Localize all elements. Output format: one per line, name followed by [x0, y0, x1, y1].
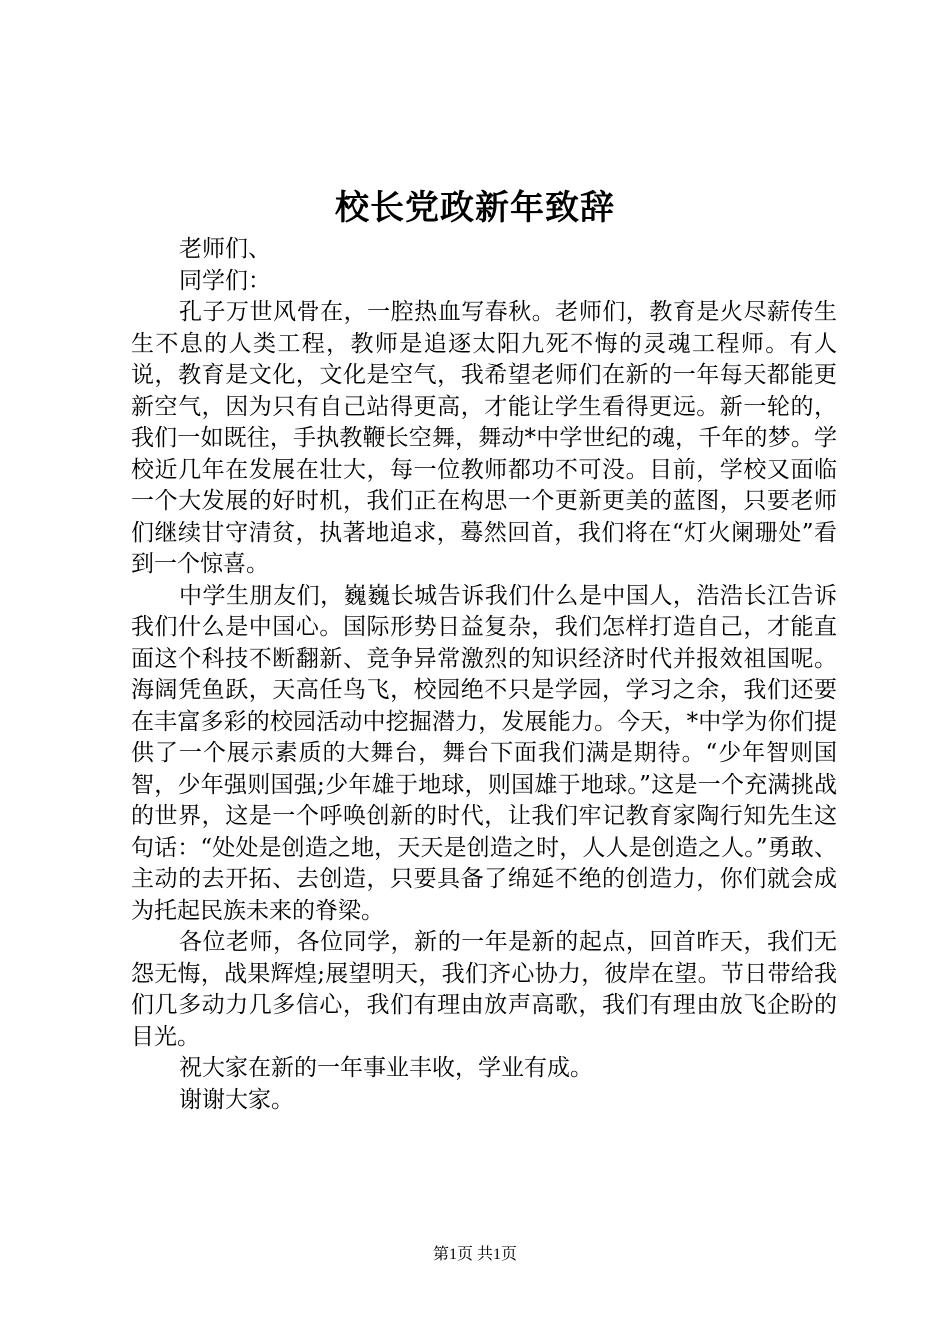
paragraph-students: 中学生朋友们，巍巍长城告诉我们什么是中国人，浩浩长江告诉我们什么是中国心。国际形势日益复杂，我们怎样打造自己，才能直面这个科技不断翻新、竞争异常激烈的知识经济时代并报效祖国呢。海阔凭鱼跃，天高任鸟飞，校园绝不只是学园，学习之余，我们还要在丰富多彩的校园活动中挖掘潜力，发展能力。今天，*中学为你们提供了一个展示素质的大舞台，舞台下面我们满是期待。“少年智则国智，少年强则国强;少年雄于地球，则国雄于地球。”这是一个充满挑战的世界，这是一个呼唤创新的时代，让我们牢记教育家陶行知先生这句话：“处处是创造之地，天天是创造之时，人人是创造之人。”勇敢、主动的去开拓、去创造，只要具备了绵延不绝的创造力，你们就会成为托起民族未来的脊梁。 — [131, 582, 837, 924]
greeting-teachers: 老师们、 — [179, 236, 271, 262]
document-title: 校长党政新年致辞 — [335, 188, 615, 228]
paragraph-wishes: 祝大家在新的一年事业丰收，学业有成。 — [179, 1055, 593, 1081]
greeting-students: 同学们： — [179, 267, 271, 294]
paragraph-thanks: 谢谢大家。 — [179, 1086, 294, 1113]
page-number-footer: 第1页 共1页 — [432, 1246, 517, 1263]
paragraph-new-year: 各位老师，各位同学，新的一年是新的起点，回首昨天，我们无怨无悔，战果辉煌;展望明天，我们齐心协力，彼岸在望。节日带给我们几多动力几多信心，我们有理由放声高歌，我们有理由放飞企盼的目光。 — [131, 929, 837, 1050]
paragraph-teachers: 孔子万世风骨在，一腔热血写春秋。老师们，教育是火尽薪传生生不息的人类工程，教师是追逐太阳九死不悔的灵魂工程师。有人说，教育是文化，文化是空气，我希望老师们在新的一年每天都能更新空气，因为只有自己站得更高，才能让学生看得更远。新一轮的，我们一如既往，手执教鞭长空舞，舞动*中学世纪的魂，千年的梦。学校近几年在发展在壮大，每一位教师都功不可没。目前，学校又面临一个大发展的好时机，我们正在构思一个更新更美的蓝图，只要老师们继续甘守清贫，执著地追求，蓦然回首，我们将在“灯火阑珊处”看到一个惊喜。 — [131, 299, 837, 577]
document-body — [131, 234, 837, 1116]
